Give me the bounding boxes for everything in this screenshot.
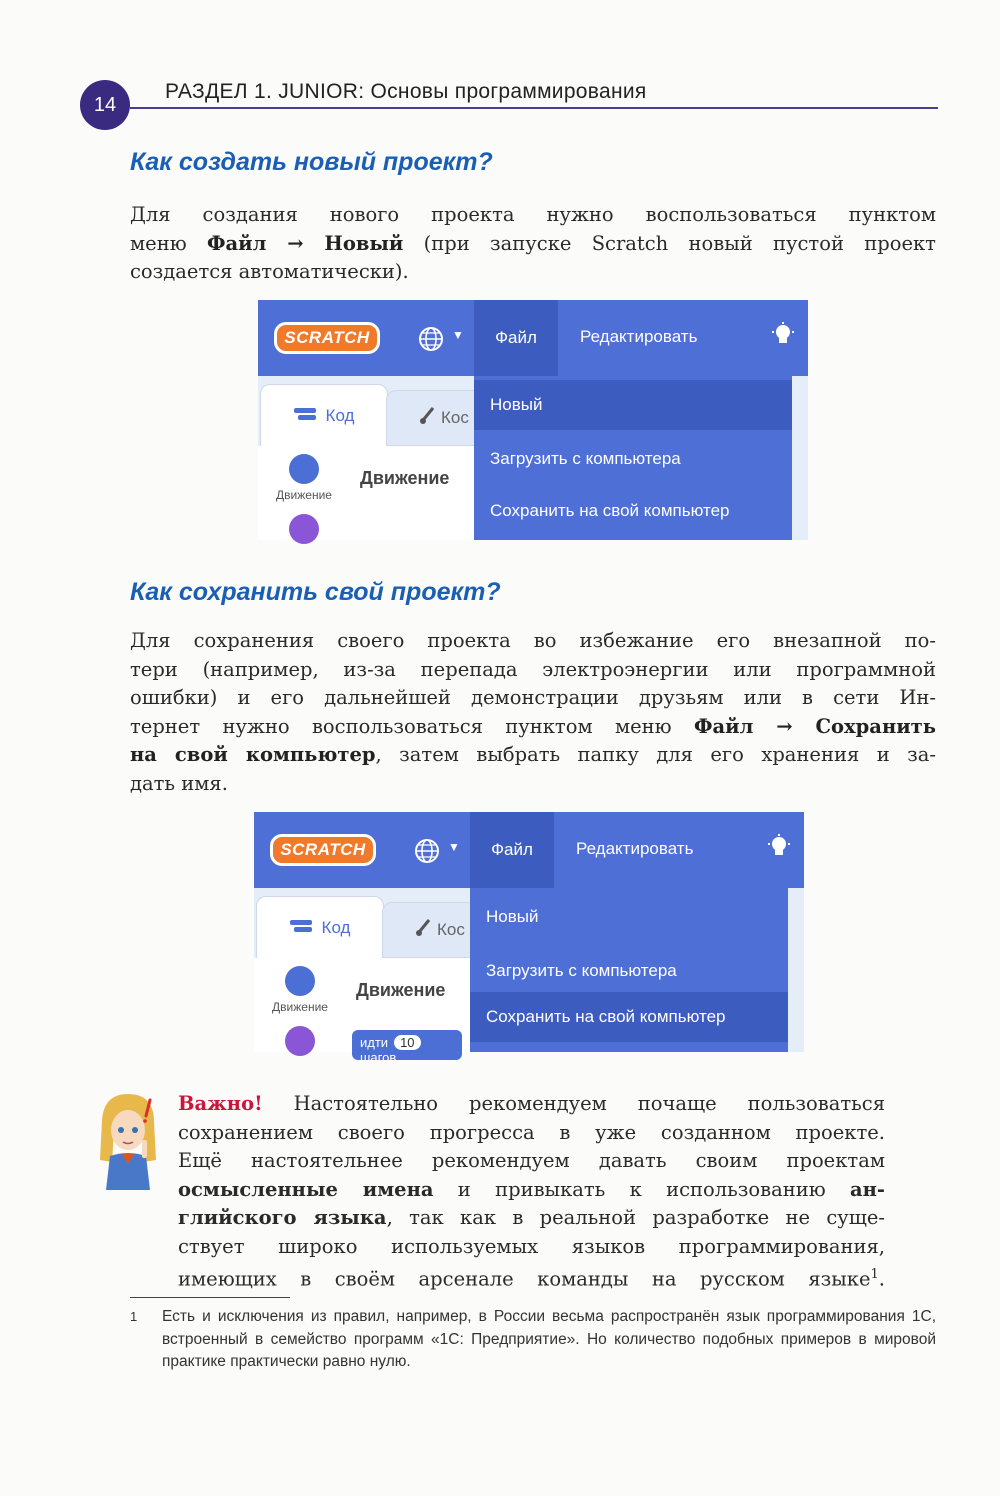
tab-costumes-label: Кос [437, 920, 465, 939]
text-run: , затем выбрать папку для его хранения и за- [375, 743, 936, 766]
menu-item-load: Загрузить с компьютера [486, 961, 677, 980]
scratch-logo: SCRATCH [274, 322, 380, 354]
code-icon [290, 918, 314, 939]
block-value: 10 [394, 1035, 420, 1050]
menu-path-bold: Файл → Сохранить [693, 714, 936, 738]
girl-illustration [92, 1090, 164, 1190]
text-run: тернет нужно воспользоваться пунктом меню [130, 714, 694, 738]
text-line [178, 1090, 885, 1119]
block-palette [346, 958, 476, 1065]
text-run: имеющих в своём арсенале команды на русском языке [178, 1267, 871, 1291]
text-line: тери (например, из-за перепада электроэнергии или программной [130, 657, 936, 681]
running-header-title: РАЗДЕЛ 1. JUNIOR: Основы программирования [165, 80, 647, 103]
tab-code [260, 384, 388, 448]
page-header [80, 80, 938, 132]
block-label: идти [360, 1035, 389, 1050]
palette-title: Движение [360, 468, 450, 488]
text-run: (при запуске Scratch новый пустой проект [403, 231, 936, 255]
tab-code-label: Код [325, 406, 355, 425]
tab-code-label: Код [321, 918, 351, 937]
paragraph-save-project [130, 627, 936, 798]
text-line [130, 230, 936, 259]
important-note [178, 1090, 885, 1294]
menu-edit: Редактировать [580, 327, 698, 346]
menu-file: Файл [474, 300, 558, 376]
page-number: 14 [80, 80, 130, 130]
category-column [258, 446, 351, 540]
menu-file: Файл [470, 812, 554, 888]
footnote-rule [130, 1297, 290, 1298]
menu-edit: Редактировать [576, 839, 694, 858]
text-line: Для создания нового проекта нужно воспользоваться пунктом [130, 203, 936, 226]
section-title-new-project: Как создать новый проект? [130, 148, 493, 176]
chevron-down-icon: ▼ [452, 328, 464, 342]
text-line: создается автоматически). [130, 260, 409, 283]
file-dropdown-menu [470, 888, 788, 1052]
block-suffix: шагов [360, 1050, 397, 1065]
code-icon [294, 406, 318, 427]
paragraph-new-project [130, 201, 936, 287]
footnote-text: Есть и исключения из правил, например, в России весьма распространён язык программирования 1С, встроенный в семейство программ «1С: Предприятие». Но количество подобных примеров в мировой практике практически равно нулю. [162, 1308, 936, 1370]
looks-category-dot [285, 1026, 315, 1056]
text-line: Для сохранения своего проекта во избежание его внезапной по- [130, 629, 936, 652]
menu-item-new: Новый [486, 907, 539, 926]
menu-item-new: Новый [474, 380, 792, 430]
brush-icon [419, 407, 435, 430]
emphasis-bold: глийского языка [178, 1206, 387, 1229]
text-line: Ещё настоятельнее рекомендуем давать своим проектам [178, 1149, 885, 1172]
menu-item-load: Загрузить с компьютера [490, 449, 681, 468]
category-column [254, 958, 347, 1052]
text-line [178, 1204, 885, 1233]
block-palette [350, 446, 480, 540]
category-motion-label: Движение [276, 488, 332, 502]
text-line: ствует широко используемых языков программирования, [178, 1234, 885, 1258]
looks-category-dot [289, 514, 319, 544]
header-rule [130, 107, 938, 109]
text-line [178, 1176, 885, 1205]
text-run: , так как в реальной разработке не суще- [386, 1206, 886, 1229]
tab-costumes-label: Кос [441, 408, 469, 427]
lightbulb-icon [768, 834, 790, 867]
text-line: сохранением своего прогресса в уже созданном проекте. [178, 1120, 885, 1144]
brush-icon [415, 919, 431, 942]
palette-title: Движение [356, 980, 446, 1000]
important-label: Важно! [178, 1092, 263, 1115]
text-line: дать имя. [130, 771, 228, 795]
text-line: имеющих в своём арсенале команды на русском языке$^1$. [178, 1267, 885, 1291]
emphasis-bold: ан- [849, 1177, 885, 1201]
section-title-save-project: Как сохранить свой проект? [130, 578, 501, 606]
lightbulb-icon [772, 322, 794, 355]
menu-path-bold: Файл → Новый [206, 231, 404, 255]
menu-item-save: Сохранить на свой компьютер [490, 501, 730, 520]
move-steps-block [352, 1030, 462, 1065]
menu-item-save: Сохранить на свой компьютер [470, 992, 788, 1042]
motion-category-dot [285, 966, 315, 996]
text-line [130, 713, 936, 742]
scratch-screenshot-save [254, 812, 804, 1065]
text-line: ошибки) и его дальнейшей демонстрации друзьям или в сети Ин- [130, 686, 936, 709]
category-motion-label: Движение [272, 1000, 328, 1014]
file-dropdown-menu [474, 376, 792, 540]
globe-icon [414, 838, 440, 864]
tab-code [256, 896, 384, 960]
text-run: меню [130, 231, 207, 255]
scratch-logo: SCRATCH [270, 834, 376, 866]
menu-path-bold: на свой компьютер [130, 743, 376, 766]
chevron-down-icon: ▼ [448, 840, 460, 854]
emphasis-bold: осмысленные имена [178, 1177, 434, 1201]
scratch-screenshot-new [258, 300, 808, 540]
motion-category-dot [289, 454, 319, 484]
footnote-reference: 1 [870, 1267, 879, 1282]
globe-icon [418, 326, 444, 352]
text-line [130, 741, 936, 770]
text-run: и привыкать к использованию [433, 1177, 850, 1201]
footnote-mark: 1 [130, 1309, 138, 1324]
text-run: Настоятельно рекомендуем почаще пользоваться [262, 1092, 885, 1115]
